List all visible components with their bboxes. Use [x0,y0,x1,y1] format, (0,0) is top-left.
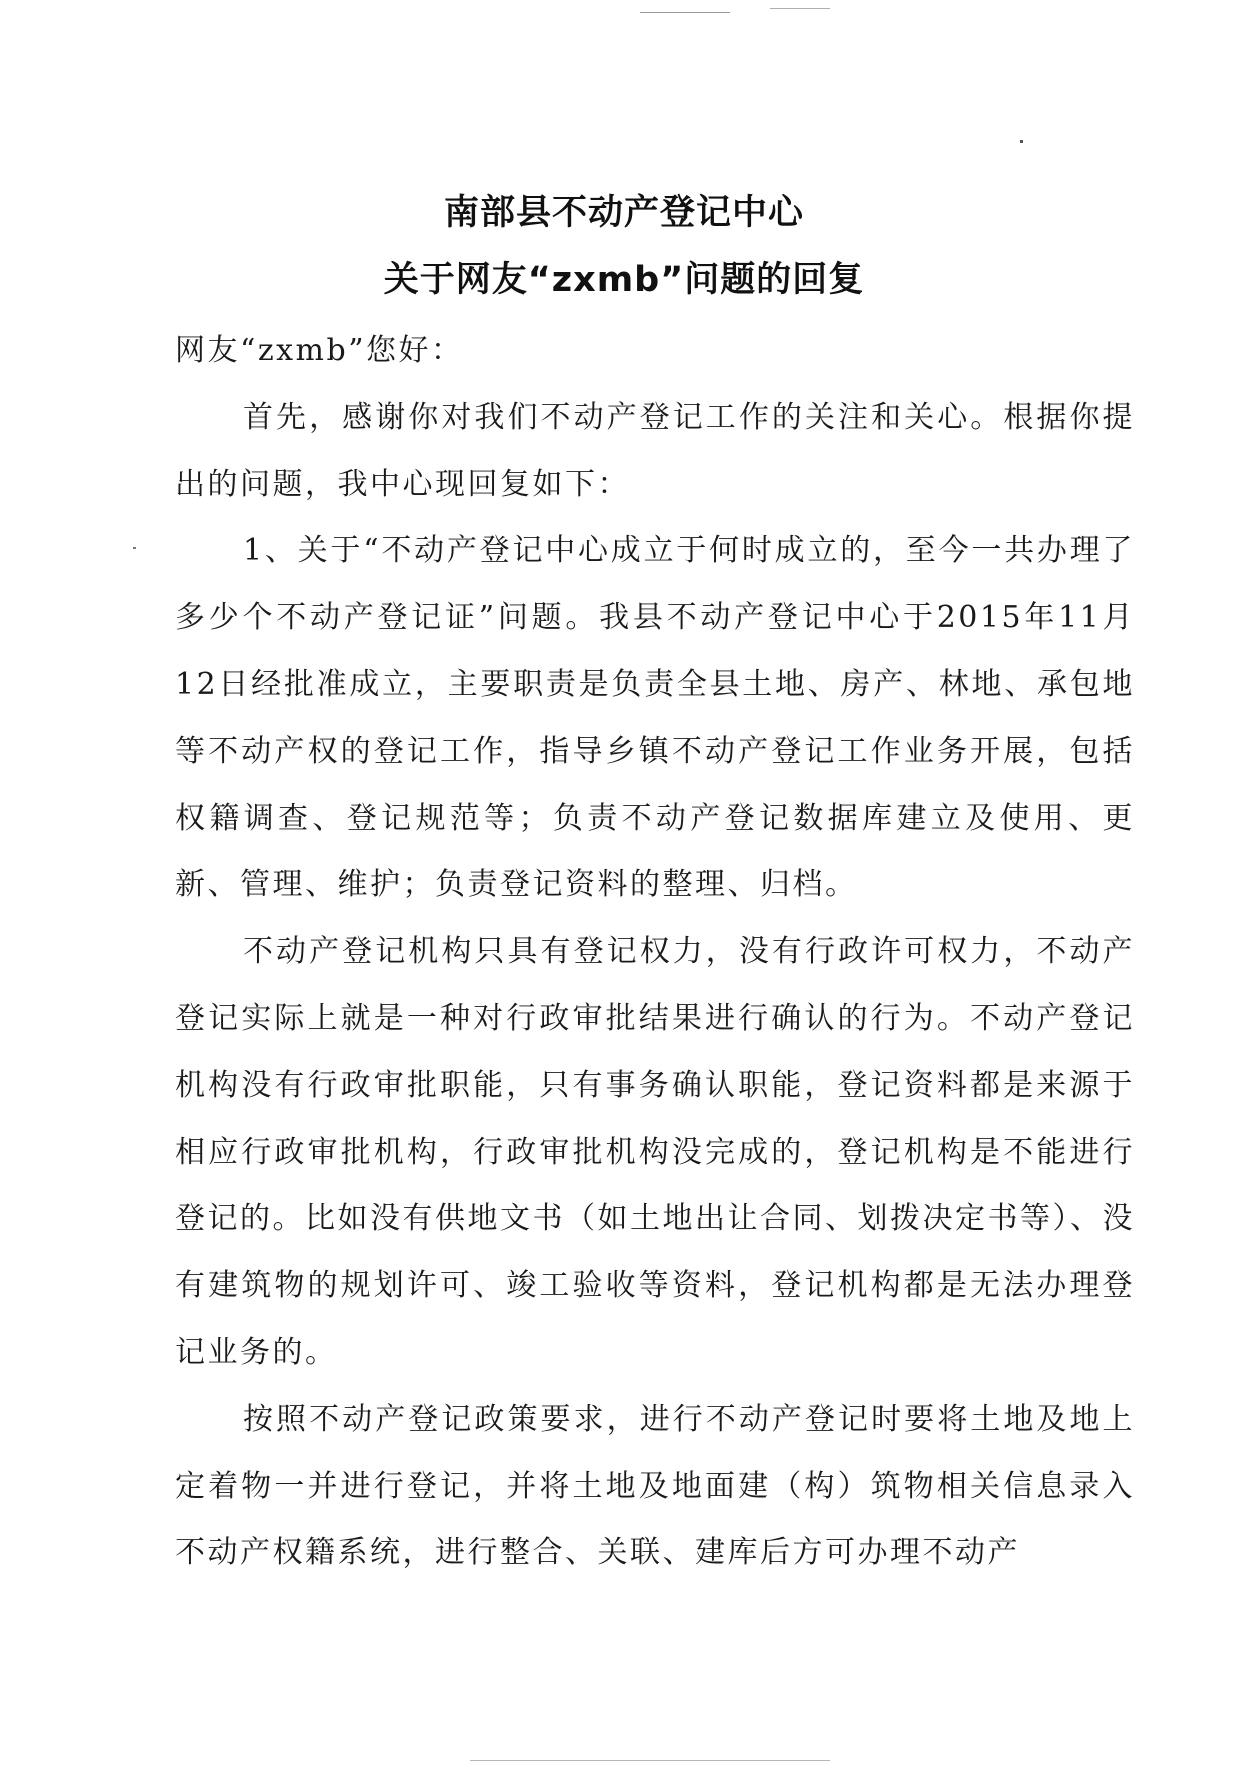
scan-dot-left [133,547,136,549]
paragraph-2: 1、关于“不动产登记中心成立于何时成立的，至今一共办理了多少个不动产登记证”问题。我县不动产登记中心于2015年11月12日经批准成立，主要职责是负责全县土地、房产、林地、承包地等不动产权的登记工作，指导乡镇不动产登记工作业务开展，包括权籍调查、登记规范等；负责不动产登记数据库建立及使用、更新、管理、维护；负责登记资料的整理、归档。 [175,533,1135,903]
document-title-line2: 关于网友“zxmb”问题的回复 [383,260,865,300]
scan-mark-top-right [770,8,830,9]
scan-mark-top [640,12,730,13]
paragraph-3: 不动产登记机构只具有登记权力，没有行政许可权力，不动产登记实际上就是一种对行政审批结果进行确认的行为。不动产登记机构没有行政审批职能，只有事务确认职能，登记资料都是来源于相应行政审批机构，行政审批机构没完成的，登记机构是不能进行登记的。比如没有供地文书（如土地出让合同、划拨决定书等）、没有建筑物的规划许可、竣工验收等资料，登记机构都是无法办理登记业务的。 [175,934,1135,1370]
document-title-line1: 南部县不动产登记中心 [443,193,804,233]
scan-dot [1020,140,1023,143]
document-body [175,318,1135,1587]
paragraph-1: 首先，感谢你对我们不动产登记工作的关注和关心。根据你提出的问题，我中心现回复如下： [175,399,1135,502]
salutation: 网友“zxmb”您好： [175,333,464,368]
scan-mark-bottom [470,1760,830,1761]
paragraph-4: 按照不动产登记政策要求，进行不动产登记时要将土地及地上定着物一并进行登记，并将土地及地面建（构）筑物相关信息录入不动产权籍系统，进行整合、关联、建库后方可办理不动产 [175,1401,1135,1571]
